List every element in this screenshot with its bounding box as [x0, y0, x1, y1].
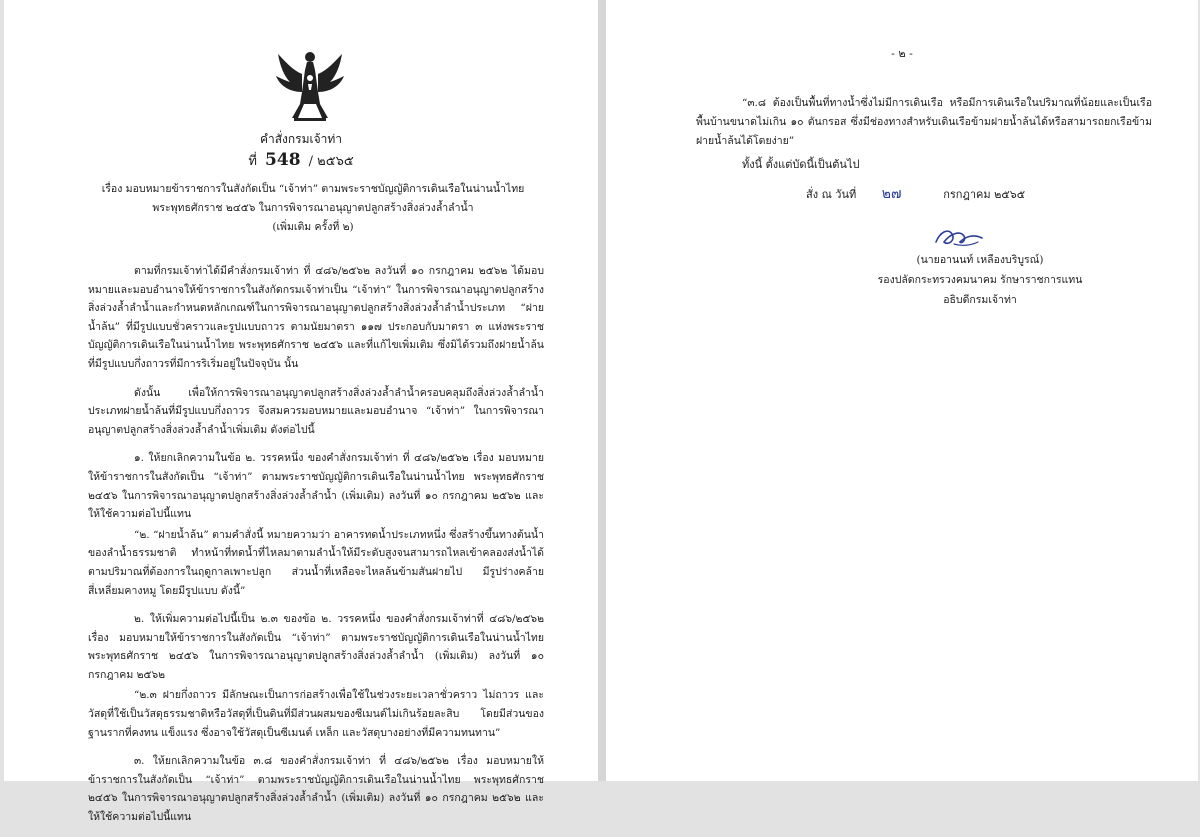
paragraph-therefore: ดังนั้น เพื่อให้การพิจารณาอนุญาตปลูกสร้างสิ่งล่วงล้ำลำน้ำครอบคลุมถึงสิ่งล่วงล้ำลำน้ำประเภทฝายน้ำล้นที่มีรูปแบบกึ่งถาวร จึงสมควรมอบหมายและมอบอำนาจ “เจ้าท่า” ในการพิจารณาอนุญาตปลูกสร้างสิ่งล่วงล้ำลำน้ำเพิ่มเติม ดังต่อไปนี้ [88, 386, 544, 436]
paragraph-item-3: ๓. ให้ยกเลิกความในข้อ ๓.๘ ของคำสั่งกรมเจ้าท่า ที่ ๔๘๖/๒๕๖๒ เรื่อง มอบหมายให้ข้าราชการในสังกัดเป็น “เจ้าท่า” ตามพระราชบัญญัติการเดินเรือในน่านน้ำไทย พระพุทธศักราช ๒๔๕๖ ในการพิจารณาอนุญาตปลูกสร้างสิ่งล่วงล้ำลำน้ำ (เพิ่มเติม) ลงวันที่ ๑๐ กรกฎาคม ๒๕๖๒ และให้ใช้ความต่อไปนี้แทน [88, 755, 544, 824]
paragraph-preamble: ตามที่กรมเจ้าท่าได้มีคำสั่งกรมเจ้าท่า ที่ ๔๘๖/๒๕๖๒ ลงวันที่ ๑๐ กรกฎาคม ๒๕๖๒ ได้มอบหมายและมอบอำนาจให้ข้าราชการในสังกัดกรมเจ้าท่าเป็น “เจ้าท่า” ในการพิจารณาอนุญาตปลูกสร้างสิ่งล่วงล้ำลำน้ำและกำหนดหลักเกณฑ์ในการพิจารณาอนุญาตปลูกสร้างสิ่งล่วงล้ำลำน้ำประเภท “ฝายน้ำล้น” ที่มีรูปแบบชั่วคราวและรูปแบบถาวร ตามนัยมาตรา ๑๑๗ ประกอบกับมาตรา ๓ แห่งพระราชบัญญัติการเดินเรือในน่านน้ำไทย พระพุทธศักราช ๒๔๕๖ และที่แก้ไขเพิ่มเติม ซึ่งมิได้รวมถึงฝายน้ำล้นที่มีรูปแบบกึ่งถาวรที่มีการริเริ่มอยู่ในปัจจุบัน นั้น [88, 265, 544, 370]
signer-name: (นายอานนท์ เหลืองบริบูรณ์) [916, 254, 1044, 266]
document-page-1 [4, 0, 598, 824]
quote-item-3-8 [696, 94, 1152, 151]
date-month-year: กรกฎาคม ๒๕๖๕ [943, 188, 1026, 201]
order-subject [88, 180, 538, 237]
subject-line: เรื่อง มอบหมายข้าราชการในสังกัดเป็น “เจ้าท่า” ตามพระราชบัญญัติการเดินเรือในน่านน้ำไทย [101, 183, 525, 195]
quote-semi-permanent-weir: “๒.๓ ฝายกึ่งถาวร มีลักษณะเป็นการก่อสร้างเพื่อใช้ในช่วงระยะเวลาชั่วคราว ไม่ถาวร และวัสดุที่ใช้เป็นวัสดุธรรมชาติหรือวัสดุที่เป็นดินที่มีส่วนผสมของซีเมนต์ไม่เกินร้อยละสิบ โดยมีส่วนของฐานรากที่คงทน แข็งแรง ซึ่งอาจใช้วัสดุเป็นซีเมนต์ เหล็ก และวัสดุบางอย่างที่มีความทนทาน” [88, 689, 544, 739]
paragraph-item-2: ๒. ให้เพิ่มความต่อไปนี้เป็น ๒.๓ ของข้อ ๒. วรรคหนึ่ง ของคำสั่งกรมเจ้าท่าที่ ๔๘๖/๒๕๖๒ เรื่อง มอบหมายให้ข้าราชการในสังกัดเป็น “เจ้าท่า” ตามพระราชบัญญัติการเดินเรือในน่านน้ำไทย พระพุทธศักราช ๒๔๕๖ ในการพิจารณาอนุญาตปลูกสร้างสิ่งล่วงล้ำลำน้ำ (เพิ่มเติม) ลงวันที่ ๑๐ กรกฎาคม ๒๕๖๒ [88, 613, 544, 681]
signer-position: รองปลัดกระทรวงคมนาคม รักษาราชการแทน [877, 274, 1083, 286]
effective-clause: ทั้งนี้ ตั้งแต่บัดนี้เป็นต้นไป [742, 158, 860, 171]
document-page-2 [606, 0, 1198, 781]
page-gutter [598, 0, 606, 781]
subject-line: (เพิ่มเติม ครั้งที่ ๒) [272, 221, 354, 233]
order-year: / ๒๕๖๕ [308, 154, 354, 169]
signer-position-title: อธิบดีกรมเจ้าท่า [943, 294, 1017, 306]
order-number-line [4, 150, 598, 171]
garuda-emblem-icon [274, 48, 346, 122]
paragraph-item-1: ๑. ให้ยกเลิกความในข้อ ๒. วรรคหนึ่ง ของคำสั่งกรมเจ้าท่า ที่ ๔๘๖/๒๕๖๒ เรื่อง มอบหมายให้ข้าราชการในสังกัดเป็น “เจ้าท่า” ตามพระราชบัญญัติการเดินเรือในน่านน้ำไทย พระพุทธศักราช ๒๔๕๖ ในการพิจารณาอนุญาตปลูกสร้างสิ่งล่วงล้ำลำน้ำ (เพิ่มเติม) ลงวันที่ ๑๐ กรกฎาคม ๒๕๖๒ และให้ใช้ความต่อไปนี้แทน [88, 452, 544, 521]
order-body [88, 262, 544, 837]
handwritten-signature [930, 222, 986, 252]
date-day-handwritten: ๒๗ [881, 186, 902, 202]
page-number: - ๒ - [891, 47, 913, 60]
quote-text: “๓.๘ ต้องเป็นพื้นที่ทางน้ำซึ่งไม่มีการเดินเรือ หรือมีการเดินเรือในปริมาณที่น้อยและเป็นเรือพื้นบ้านขนาดไม่เกิน ๑๐ ตันกรอส ซึ่งมีช่องทางสำหรับเดินเรือข้ามฝายน้ำล้นได้หรือสามารถยกเรือข้ามฝายน้ำล้นได้โดยง่าย” [696, 97, 1152, 147]
date-line [806, 183, 1025, 205]
subject-line: พระพุทธศักราช ๒๔๕๖ ในการพิจารณาอนุญาตปลูกสร้างสิ่งล่วงล้ำลำน้ำ [152, 202, 474, 214]
order-number: 548 [265, 150, 301, 170]
order-title: คำสั่งกรมเจ้าท่า [259, 132, 343, 146]
quote-weir-definition: “๒. “ฝายน้ำล้น” ตามคำสั่งนี้ หมายความว่า อาคารทดน้ำประเภทหนึ่ง ซึ่งสร้างขึ้นทางต้นน้ำของลำน้ำธรรมชาติ ทำหน้าที่ทดน้ำที่ไหลมาตามลำน้ำให้มีระดับสูงจนสามารถไหลเข้าคลองส่งน้ำได้ตามปริมาณที่ต้องการในฤดูกาลเพาะปลูก ส่วนน้ำที่เหลือจะไหลล้นข้ามสันฝายไป มีรูปร่างคล้ายสี่เหลี่ยมคางหมู โดยมีรูปแบบ ดังนี้” [88, 528, 544, 597]
order-prefix: ที่ [248, 154, 257, 169]
date-prefix: สั่ง ณ วันที่ [806, 188, 857, 201]
